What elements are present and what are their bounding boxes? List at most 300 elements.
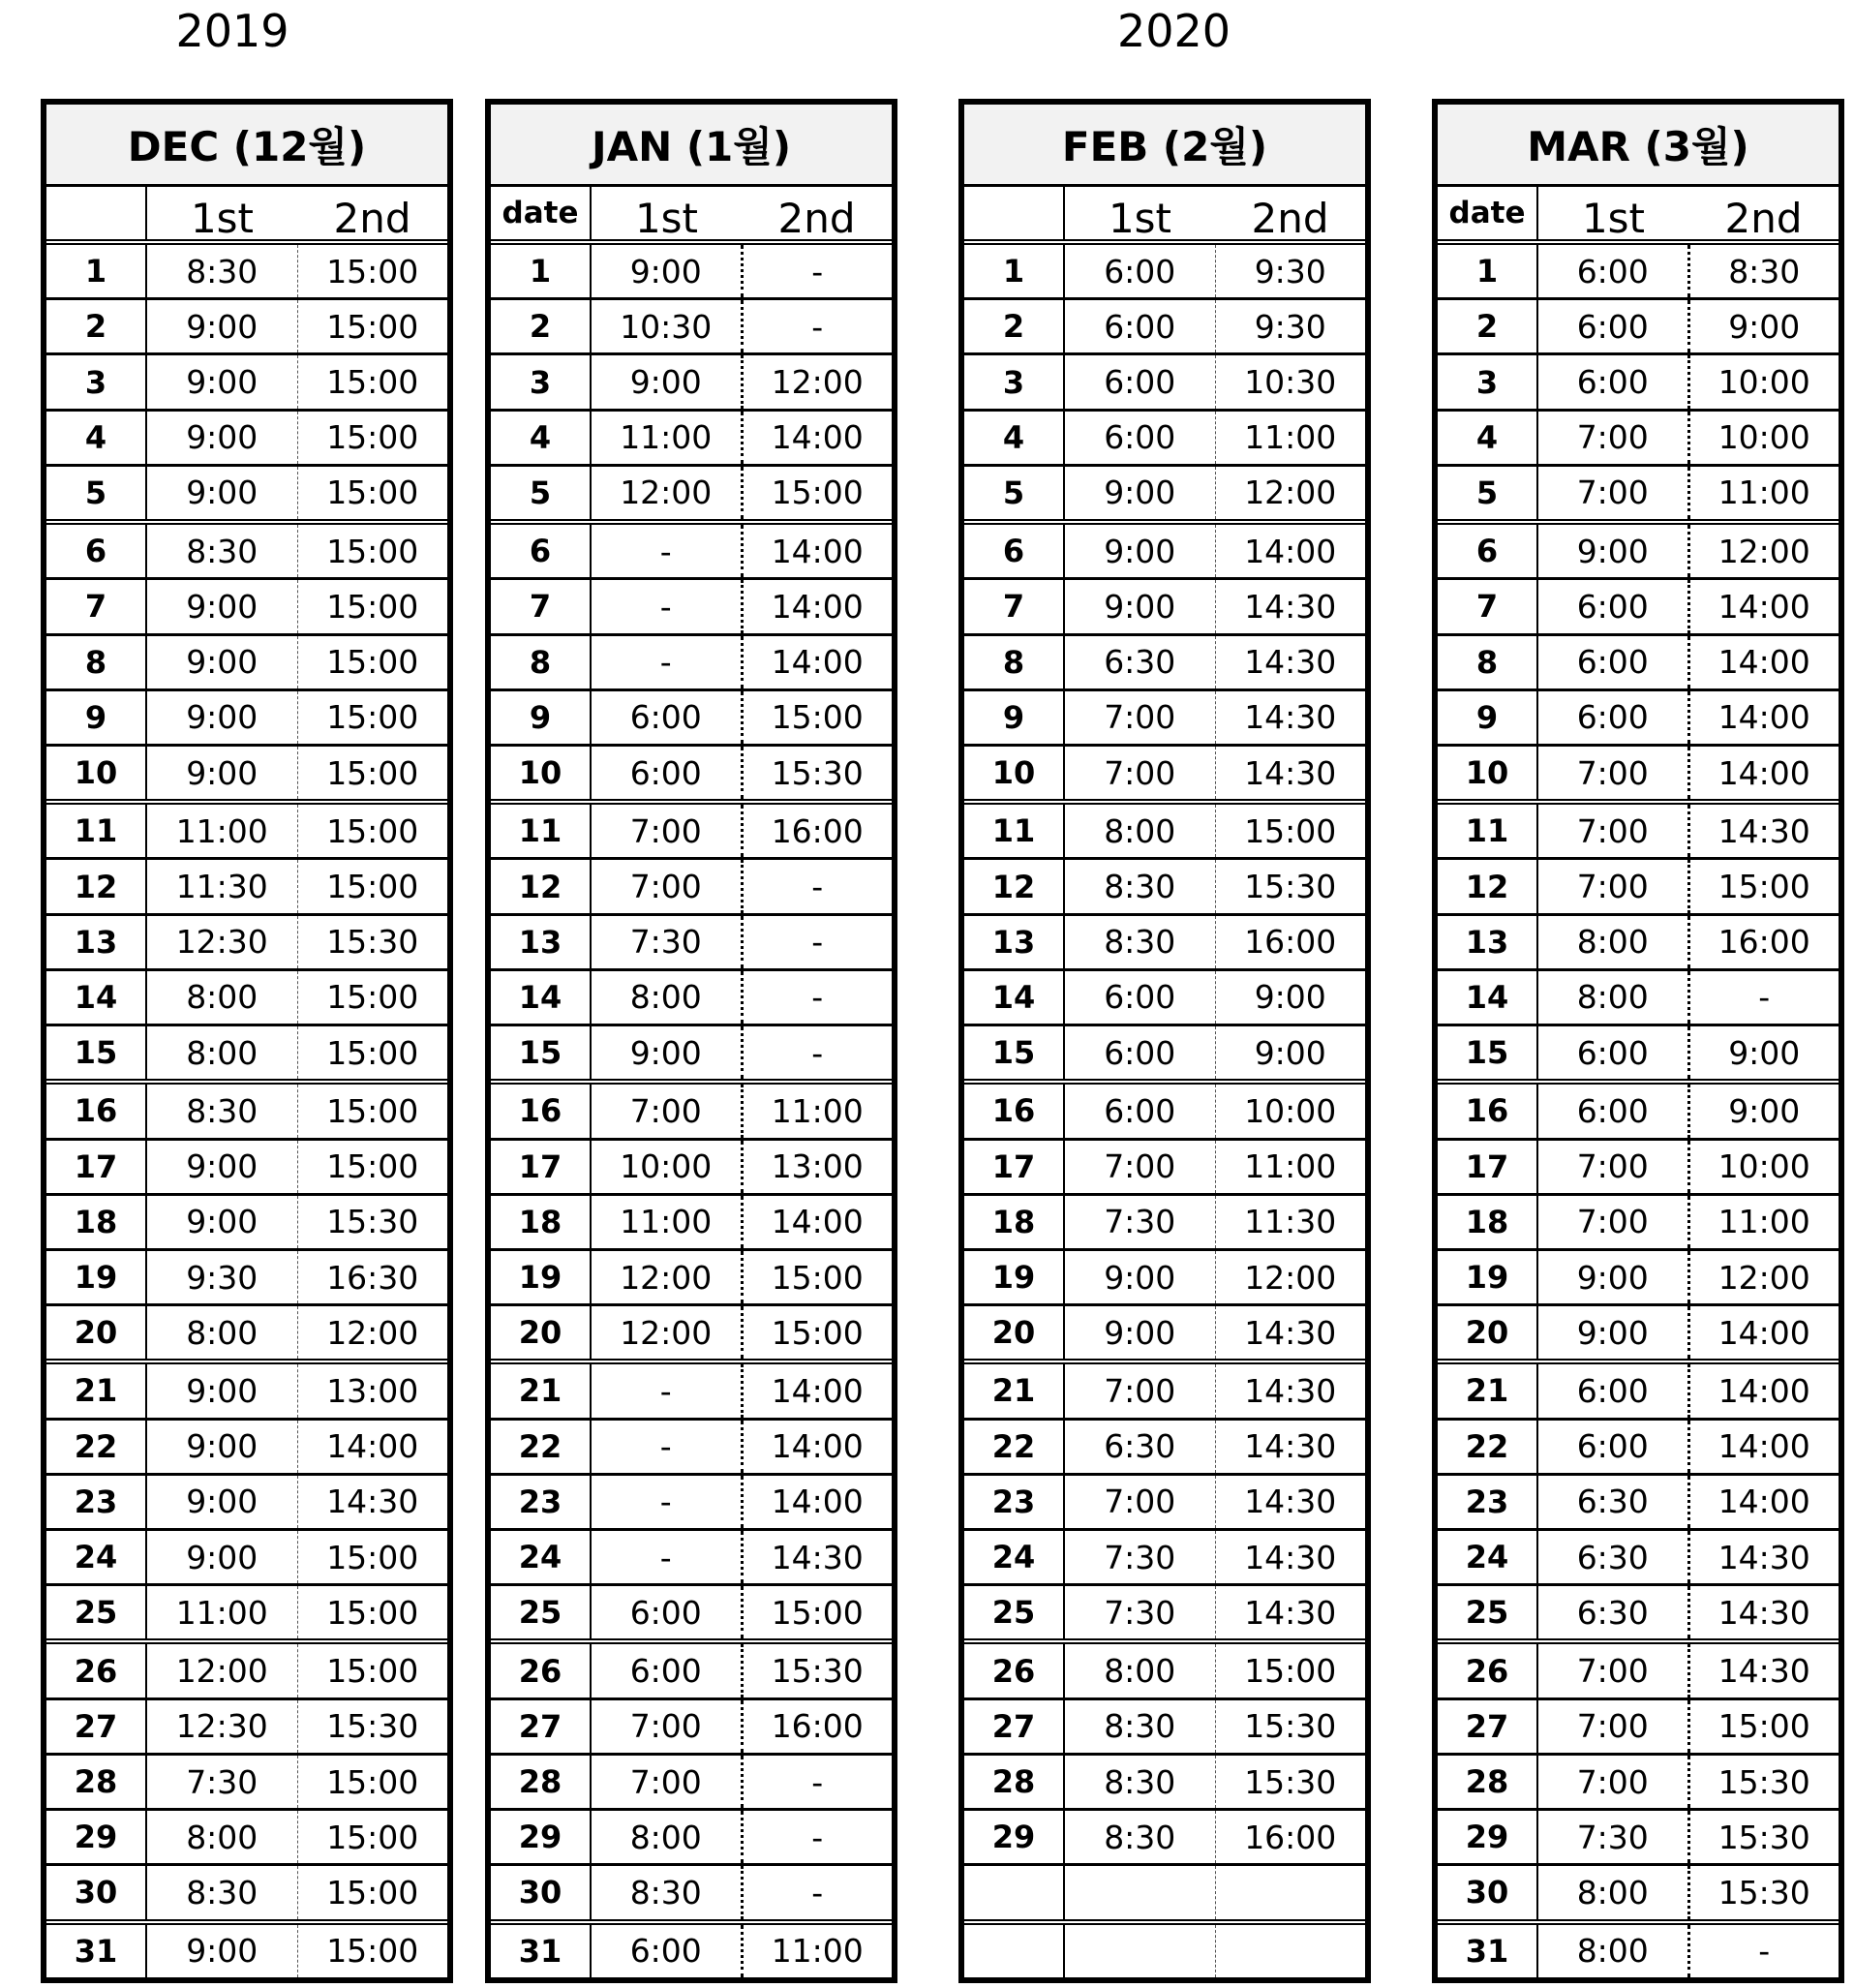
first-column-header: 1st: [190, 194, 255, 242]
date-cell: 11: [46, 805, 147, 857]
first-time-cell: 7:00: [1065, 691, 1216, 744]
date-cell: 11: [491, 805, 592, 857]
first-time-cell: 6:30: [1538, 1476, 1690, 1528]
table-row: [46, 1306, 447, 1364]
first-time-cell: 11:00: [147, 805, 298, 857]
first-time-cell: 8:00: [147, 1811, 298, 1863]
date-cell: 20: [491, 1306, 592, 1359]
table-row: [46, 355, 447, 411]
second-time-cell: 15:00: [326, 1593, 419, 1632]
table-row: [964, 1476, 1365, 1531]
first-time-cell: 9:00: [1065, 580, 1216, 632]
table-row: [964, 1364, 1365, 1420]
first-time-cell: 8:30: [147, 525, 298, 577]
date-cell: 29: [491, 1811, 592, 1863]
month-table-mar: [1432, 99, 1844, 1983]
year-label-2020: 2020: [1116, 5, 1231, 57]
table-row: [491, 805, 892, 860]
first-time-cell: 11:00: [147, 1586, 298, 1638]
date-cell: 24: [491, 1531, 592, 1583]
table-row: [46, 916, 447, 971]
date-cell: 26: [1438, 1644, 1538, 1697]
second-time-cell: 12:00: [1717, 532, 1810, 570]
table-row: [46, 412, 447, 467]
first-time-cell: 8:30: [147, 245, 298, 297]
second-time-cell: 9:30: [1254, 307, 1326, 346]
date-cell: 29: [964, 1811, 1065, 1863]
date-cell: 27: [491, 1700, 592, 1753]
first-time-cell: 6:30: [1065, 1421, 1216, 1473]
table-row: [491, 1026, 892, 1085]
second-time-cell: 14:30: [1244, 753, 1337, 792]
table-row: [46, 636, 447, 691]
second-time-cell: 15:30: [1717, 1873, 1810, 1912]
first-column-header: 1st: [1108, 194, 1172, 242]
table-row: [1438, 1421, 1839, 1476]
first-time-cell: 9:00: [1065, 467, 1216, 519]
date-cell: 6: [964, 525, 1065, 577]
second-time-cell: 15:30: [1717, 1762, 1810, 1801]
date-cell: 10: [1438, 747, 1538, 799]
first-time-cell: -: [592, 525, 744, 577]
table-row: [491, 355, 892, 411]
second-time-cell: 11:00: [1244, 1147, 1337, 1186]
second-time-cell: 15:00: [326, 1932, 419, 1971]
table-row: [964, 1085, 1365, 1140]
table-row: [1438, 1026, 1839, 1085]
second-time-cell: 15:30: [771, 1652, 864, 1691]
first-time-cell: 9:00: [147, 1141, 298, 1193]
first-time-cell: 7:00: [592, 805, 744, 857]
second-time-cell: 14:00: [771, 587, 864, 626]
second-time-cell: 14:00: [1717, 1483, 1810, 1521]
table-row: [46, 300, 447, 355]
second-time-cell: 15:30: [771, 753, 864, 792]
table-row: [964, 300, 1365, 355]
table-row: [1438, 1925, 1839, 1977]
date-cell: 2: [46, 300, 147, 352]
date-cell: 7: [46, 580, 147, 632]
table-row: [46, 1421, 447, 1476]
date-cell: 17: [964, 1141, 1065, 1193]
table-row: [1438, 691, 1839, 747]
first-time-cell: 6:30: [1065, 636, 1216, 688]
first-time-cell: 7:30: [1538, 1811, 1690, 1863]
date-cell: 27: [1438, 1700, 1538, 1753]
table-row: [491, 245, 892, 300]
second-time-cell: -: [811, 978, 824, 1017]
second-time-cell: 15:00: [326, 252, 419, 291]
second-time-cell: 15:00: [326, 1818, 419, 1856]
table-row: [491, 300, 892, 355]
second-time-cell: 15:30: [1244, 1707, 1337, 1746]
second-time-cell: 14:00: [771, 532, 864, 570]
date-cell: 10: [46, 747, 147, 799]
table-row: [46, 1586, 447, 1644]
first-time-cell: 9:00: [1065, 1251, 1216, 1303]
first-time-cell: 10:30: [592, 300, 744, 352]
first-time-cell: 6:00: [1538, 1364, 1690, 1417]
date-cell: 25: [46, 1586, 147, 1638]
second-time-cell: 12:00: [1717, 1258, 1810, 1297]
first-time-cell: 6:00: [1065, 300, 1216, 352]
table-row: [964, 1026, 1365, 1085]
first-time-cell: 12:30: [147, 1700, 298, 1753]
table-row: [964, 691, 1365, 747]
table-row: [964, 1421, 1365, 1476]
table-row: [46, 525, 447, 580]
first-time-cell: 7:00: [592, 1756, 744, 1808]
second-time-cell: 10:00: [1244, 1091, 1337, 1130]
date-cell: 24: [964, 1531, 1065, 1583]
first-time-cell: 8:00: [147, 1026, 298, 1079]
first-time-cell: -: [592, 636, 744, 688]
date-cell: 26: [46, 1644, 147, 1697]
first-time-cell: 7:00: [1538, 805, 1690, 857]
date-cell: 28: [491, 1756, 592, 1808]
table-row: [46, 971, 447, 1026]
date-cell: 2: [491, 300, 592, 352]
table-row: [491, 636, 892, 691]
date-cell: 9: [1438, 691, 1538, 744]
date-cell: 6: [491, 525, 592, 577]
date-cell: 13: [491, 916, 592, 968]
date-cell: 12: [491, 860, 592, 912]
date-cell: 23: [491, 1476, 592, 1528]
second-time-cell: 14:30: [1244, 1538, 1337, 1576]
second-time-cell: 9:00: [1254, 978, 1326, 1017]
date-cell: 30: [46, 1866, 147, 1918]
first-time-cell: 11:00: [592, 1196, 744, 1248]
first-time-cell: 7:00: [1538, 412, 1690, 464]
first-time-cell: 8:30: [147, 1085, 298, 1137]
table-row: [1438, 245, 1839, 300]
second-time-cell: 8:30: [1728, 252, 1801, 291]
second-time-cell: 15:00: [771, 1258, 864, 1297]
date-cell: 17: [491, 1141, 592, 1193]
date-cell: 19: [964, 1251, 1065, 1303]
date-column-header: date: [491, 187, 592, 239]
first-time-cell: 7:00: [1538, 467, 1690, 519]
second-time-cell: 15:00: [326, 868, 419, 906]
date-cell: 12: [46, 860, 147, 912]
second-time-cell: 16:00: [1717, 923, 1810, 962]
second-time-cell: 16:00: [771, 811, 864, 850]
date-cell: 30: [1438, 1866, 1538, 1918]
second-time-cell: 16:00: [1244, 923, 1337, 962]
table-row: [491, 1251, 892, 1306]
second-time-cell: 15:00: [326, 1538, 419, 1576]
first-time-cell: 6:00: [1538, 691, 1690, 744]
first-time-cell: 8:30: [1065, 1756, 1216, 1808]
first-time-cell: 9:00: [147, 1421, 298, 1473]
date-column-header: date: [1438, 187, 1538, 239]
first-time-cell: 9:00: [1538, 1306, 1690, 1359]
table-row: [1438, 916, 1839, 971]
date-cell: 21: [491, 1364, 592, 1417]
table-row: [1438, 1476, 1839, 1531]
month-title: FEB (2월): [964, 105, 1365, 187]
first-time-cell: 6:00: [1065, 1026, 1216, 1079]
first-time-cell: 9:00: [147, 1476, 298, 1528]
first-time-cell: 12:00: [147, 1644, 298, 1697]
first-time-cell: -: [592, 1476, 744, 1528]
first-time-cell: 9:00: [147, 636, 298, 688]
table-row: [964, 1700, 1365, 1756]
table-row: [491, 1700, 892, 1756]
first-time-cell: 8:30: [1065, 1811, 1216, 1863]
date-cell: 14: [1438, 971, 1538, 1024]
first-time-cell: 8:30: [1065, 1700, 1216, 1753]
second-time-cell: [1216, 1866, 1366, 1918]
first-column-header: 1st: [634, 194, 699, 242]
second-time-cell: 11:00: [1717, 474, 1810, 512]
date-cell: 28: [46, 1756, 147, 1808]
table-row: [1438, 1586, 1839, 1644]
table-row: [46, 860, 447, 915]
table-row: [1438, 300, 1839, 355]
first-time-cell: 8:00: [592, 971, 744, 1024]
second-time-cell: 14:30: [771, 1538, 864, 1576]
date-cell: 12: [964, 860, 1065, 912]
second-time-cell: 15:00: [771, 474, 864, 512]
date-cell: 22: [1438, 1421, 1538, 1473]
date-cell: [964, 1925, 1065, 1977]
date-cell: 9: [491, 691, 592, 744]
first-time-cell: 7:00: [1538, 747, 1690, 799]
table-row: [46, 1811, 447, 1866]
first-time-cell: 6:00: [1538, 300, 1690, 352]
table-row: [964, 1811, 1365, 1866]
table-row: [46, 1196, 447, 1251]
first-time-cell: 7:00: [1538, 860, 1690, 912]
date-cell: 23: [964, 1476, 1065, 1528]
table-row: [1438, 525, 1839, 580]
table-row: [964, 1756, 1365, 1811]
second-time-cell: 15:00: [326, 811, 419, 850]
table-row: [46, 1531, 447, 1586]
date-cell: 26: [964, 1644, 1065, 1697]
second-time-cell: 15:00: [326, 1091, 419, 1130]
second-time-cell: 14:00: [771, 1427, 864, 1466]
first-time-cell: [1065, 1866, 1216, 1918]
date-cell: 10: [491, 747, 592, 799]
date-cell: 11: [1438, 805, 1538, 857]
table-row: [1438, 1364, 1839, 1420]
schedule-rows: [964, 245, 1365, 1977]
second-time-cell: 15:00: [1717, 868, 1810, 906]
second-time-cell: 15:00: [326, 698, 419, 737]
date-cell: 19: [46, 1251, 147, 1303]
first-time-cell: 8:30: [147, 1866, 298, 1918]
second-time-cell: 14:00: [1717, 698, 1810, 737]
date-cell: 29: [1438, 1811, 1538, 1863]
table-row: [491, 525, 892, 580]
date-cell: 29: [46, 1811, 147, 1863]
date-cell: 7: [491, 580, 592, 632]
second-time-cell: 14:30: [1244, 1483, 1337, 1521]
table-row: [46, 1700, 447, 1756]
first-time-cell: 9:00: [147, 1196, 298, 1248]
second-time-cell: 14:00: [1717, 587, 1810, 626]
table-row: [46, 1026, 447, 1085]
date-cell: 4: [1438, 412, 1538, 464]
second-time-cell: 9:30: [1254, 252, 1326, 291]
second-column-header: 2nd: [1724, 194, 1803, 242]
table-row: [46, 1866, 447, 1924]
table-row: [491, 1364, 892, 1420]
second-time-cell: 15:00: [326, 532, 419, 570]
first-time-cell: 6:00: [1538, 1085, 1690, 1137]
table-row: [491, 747, 892, 805]
date-cell: 22: [46, 1421, 147, 1473]
date-cell: 9: [964, 691, 1065, 744]
date-cell: 18: [491, 1196, 592, 1248]
date-cell: 7: [964, 580, 1065, 632]
date-cell: 1: [1438, 245, 1538, 297]
table-row: [964, 1196, 1365, 1251]
first-time-cell: 9:00: [147, 412, 298, 464]
date-cell: 23: [1438, 1476, 1538, 1528]
date-cell: 24: [46, 1531, 147, 1583]
table-row: [1438, 971, 1839, 1026]
second-time-cell: 15:30: [326, 1707, 419, 1746]
first-time-cell: 8:00: [592, 1811, 744, 1863]
first-time-cell: 12:00: [592, 1251, 744, 1303]
first-time-cell: [1065, 1925, 1216, 1977]
second-time-cell: 15:00: [1244, 811, 1337, 850]
date-cell: 22: [964, 1421, 1065, 1473]
date-cell: 30: [491, 1866, 592, 1918]
date-cell: 12: [1438, 860, 1538, 912]
second-time-cell: 14:30: [1244, 1313, 1337, 1352]
table-row: [491, 1811, 892, 1866]
table-row: [46, 1251, 447, 1306]
second-time-cell: 9:00: [1728, 1033, 1801, 1072]
second-time-cell: 14:00: [771, 1371, 864, 1410]
second-column-header: 2nd: [1251, 194, 1329, 242]
second-time-cell: 15:30: [1244, 1762, 1337, 1801]
table-row: [491, 1141, 892, 1196]
first-time-cell: 9:00: [592, 1026, 744, 1079]
first-time-cell: 7:00: [592, 1085, 744, 1137]
column-header-row: [491, 187, 892, 245]
date-cell: 22: [491, 1421, 592, 1473]
second-time-cell: 13:00: [326, 1371, 419, 1410]
date-cell: 19: [491, 1251, 592, 1303]
date-cell: 8: [1438, 636, 1538, 688]
first-time-cell: 6:00: [592, 691, 744, 744]
second-time-cell: 15:00: [326, 474, 419, 512]
first-time-cell: 7:30: [1065, 1586, 1216, 1638]
date-cell: 10: [964, 747, 1065, 799]
date-cell: 14: [46, 971, 147, 1024]
month-table-dec: [41, 99, 453, 1983]
table-row: [964, 971, 1365, 1026]
second-time-cell: 10:00: [1717, 363, 1810, 402]
first-time-cell: 8:00: [1065, 1644, 1216, 1697]
date-cell: 18: [1438, 1196, 1538, 1248]
table-row: [1438, 747, 1839, 805]
date-cell: 1: [964, 245, 1065, 297]
first-time-cell: 7:00: [1065, 1476, 1216, 1528]
date-cell: 18: [964, 1196, 1065, 1248]
second-time-cell: 15:00: [771, 1593, 864, 1632]
first-time-cell: 9:00: [592, 245, 744, 297]
date-cell: 15: [46, 1026, 147, 1079]
table-row: [46, 580, 447, 635]
table-row: [964, 525, 1365, 580]
second-time-cell: 15:00: [326, 753, 419, 792]
second-time-cell: 15:00: [326, 418, 419, 457]
date-cell: 13: [46, 916, 147, 968]
second-time-cell: 16:00: [771, 1707, 864, 1746]
table-row: [964, 805, 1365, 860]
second-time-cell: -: [811, 923, 824, 962]
first-time-cell: 6:00: [1065, 412, 1216, 464]
first-column-header: 1st: [1581, 194, 1646, 242]
second-time-cell: 15:00: [326, 587, 419, 626]
table-row: [46, 467, 447, 525]
first-time-cell: 9:00: [147, 300, 298, 352]
second-time-cell: 14:30: [1244, 1371, 1337, 1410]
table-row: [1438, 805, 1839, 860]
second-time-cell: 14:00: [771, 1203, 864, 1241]
table-row: [1438, 1700, 1839, 1756]
second-time-cell: 14:30: [1244, 698, 1337, 737]
table-row: [46, 1141, 447, 1196]
table-row: [46, 805, 447, 860]
second-time-cell: 14:00: [1717, 1427, 1810, 1466]
first-time-cell: 6:00: [592, 1925, 744, 1977]
table-row: [964, 916, 1365, 971]
date-cell: 25: [491, 1586, 592, 1638]
second-time-cell: -: [811, 307, 824, 346]
date-cell: 26: [491, 1644, 592, 1697]
second-time-cell: 15:00: [1244, 1652, 1337, 1691]
date-cell: 4: [491, 412, 592, 464]
table-row: [491, 1476, 892, 1531]
date-cell: 17: [46, 1141, 147, 1193]
date-cell: 15: [964, 1026, 1065, 1079]
first-time-cell: 9:00: [1065, 525, 1216, 577]
second-time-cell: 9:00: [1728, 1091, 1801, 1130]
first-time-cell: 6:30: [1538, 1586, 1690, 1638]
date-cell: 5: [1438, 467, 1538, 519]
table-row: [964, 1586, 1365, 1644]
table-row: [1438, 636, 1839, 691]
second-time-cell: -: [1758, 1932, 1771, 1971]
table-row: [491, 916, 892, 971]
table-row: [46, 1925, 447, 1977]
first-time-cell: 9:00: [1065, 1306, 1216, 1359]
second-time-cell: 14:30: [1244, 643, 1337, 682]
year-label-2019: 2019: [175, 5, 289, 57]
second-time-cell: 15:00: [326, 307, 419, 346]
date-cell: 5: [46, 467, 147, 519]
first-time-cell: 6:00: [592, 1644, 744, 1697]
table-row: [491, 1306, 892, 1364]
date-cell: 21: [964, 1364, 1065, 1417]
first-time-cell: -: [592, 1421, 744, 1473]
second-time-cell: 9:00: [1728, 307, 1801, 346]
date-cell: 18: [46, 1196, 147, 1248]
table-row: [964, 860, 1365, 915]
table-row: [964, 747, 1365, 805]
first-time-cell: 7:00: [592, 1700, 744, 1753]
table-row: [491, 1421, 892, 1476]
column-header-row: [964, 187, 1365, 245]
